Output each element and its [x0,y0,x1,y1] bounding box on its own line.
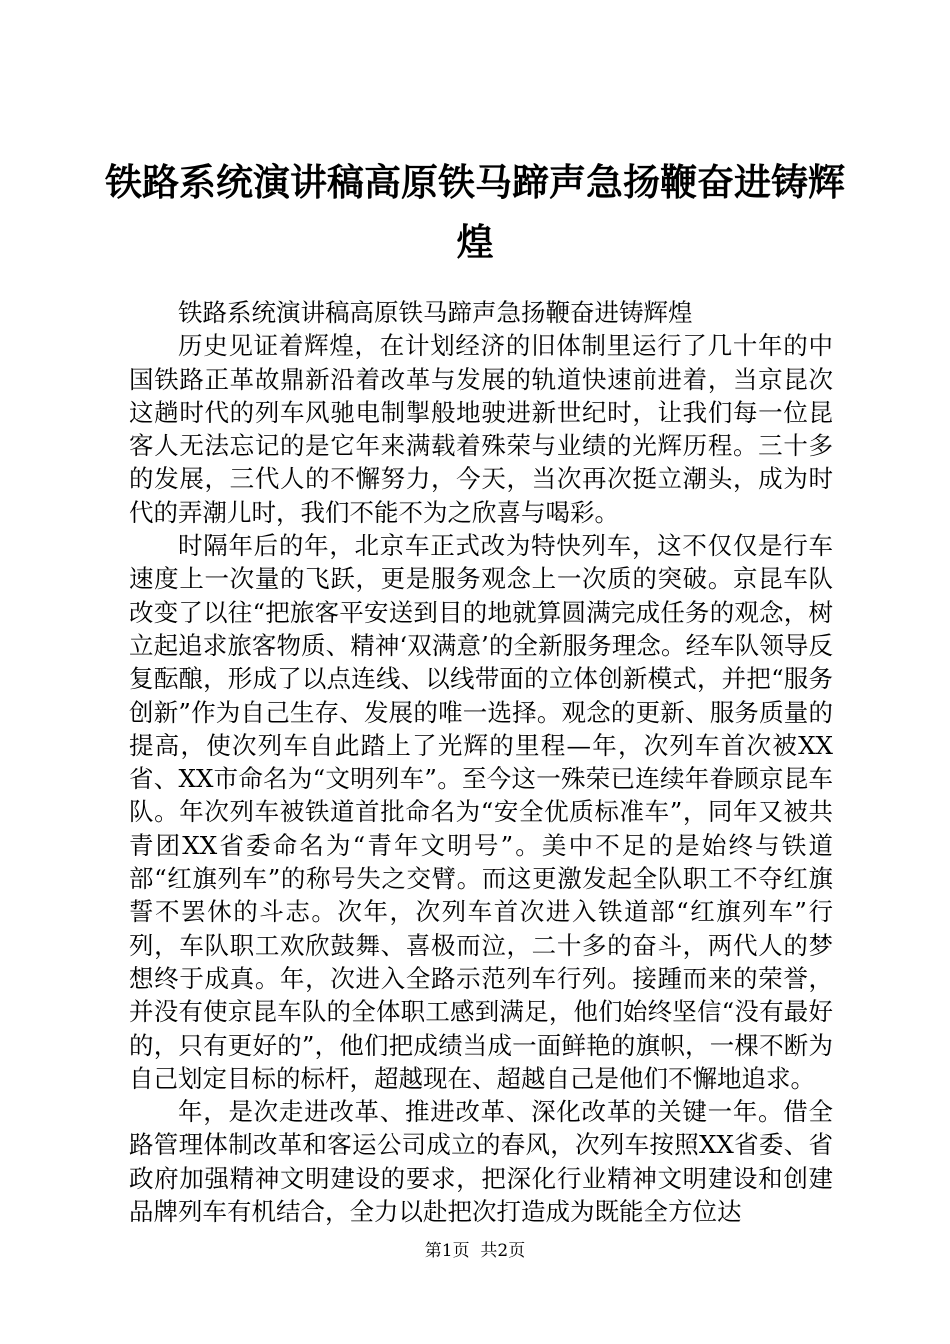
page-number: 第1页 [424,1241,470,1261]
document-body [129,296,833,1228]
subtitle-paragraph: 铁路系统演讲稿高原铁马蹄声急扬鞭奋进铸辉煌 [178,298,693,327]
body-paragraph: 历史见证着辉煌，在计划经济的旧体制里运行了几十年的中国铁路正革故鼎新沿着改革与发展的轨道快速前进着，当京昆次这趟时代的列车风驰电制掣般地驶进新世纪时，让我们每一位昆客人无法忘记的是它年来满载着殊荣与业绩的光辉历程。三十多的发展，三代人的不懈努力，今天，当次再次挺立潮头，成为时代的弄潮儿时，我们不能不为之欣喜与喝彩。 [129,331,833,527]
page-total: 共2页 [480,1241,526,1261]
body-paragraph: 年，是次走进改革、推进改革、深化改革的关键一年。借全路管理体制改革和客运公司成立的春风，次列车按照XX省委、省政府加强精神文明建设的要求，把深化行业精神文明建设和创建品牌列车有机结合，全力以赴把次打造成为既能全方位达 [129,1097,833,1227]
page-footer [0,1240,950,1262]
body-paragraph: 时隔年后的年，北京车正式改为特快列车，这不仅仅是行车速度上一次量的飞跃，更是服务观念上一次质的突破。京昆车队改变了以往“把旅客平安送到目的地就算圆满完成任务的观念，树立起追求旅客物质、精神‘双满意’的全新服务理念。经车队领导反复酝酿，形成了以点连线、以线带面的立体创新模式，并把“服务创新”作为自己生存、发展的唯一选择。观念的更新、服务质量的提高，使次列车自此踏上了光辉的里程—年，次列车首次被XX省、XX市命名为“文明列车”。至今这一殊荣已连续年眷顾京昆车队。年次列车被铁道首批命名为“安全优质标准车”，同年又被共青团XX省委命名为“青年文明号”。美中不足的是始终与铁道部“红旗列车”的称号失之交臂。而这更激发起全队职工不夺红旗誓不罢休的斗志。次年，次列车首次进入铁道部“红旗列车”行列，车队职工欢欣鼓舞、喜极而泣，二十多的奋斗，两代人的梦想终于成真。年，次进入全路示范列车行列。接踵而来的荣誉，并没有使京昆车队的全体职工感到满足，他们始终坚信“没有最好的，只有更好的”，他们把成绩当成一面鲜艳的旗帜，一棵不断为自己划定目标的标杆，超越现在、超越自己是他们不懈地追求。 [129,531,833,1093]
document-title: 铁路系统演讲稿高原铁马蹄声急扬鞭奋进铸辉煌 [105,160,845,264]
